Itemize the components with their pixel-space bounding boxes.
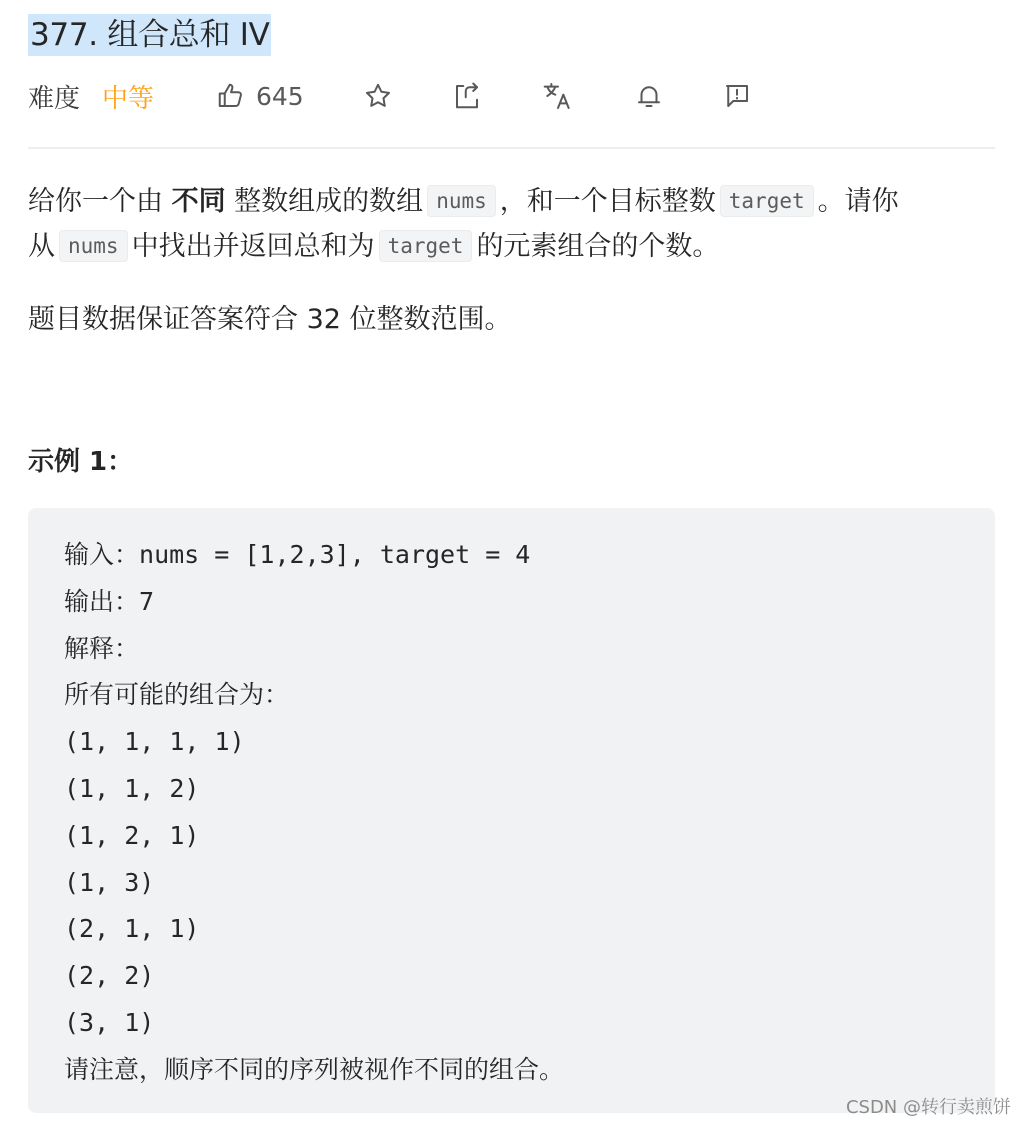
subscribe-button[interactable] — [634, 76, 664, 116]
code-target: target — [379, 230, 473, 262]
bell-icon — [634, 81, 664, 111]
description-line-1 — [28, 180, 998, 225]
like-button[interactable] — [216, 76, 304, 116]
share-icon — [452, 81, 482, 111]
text: 中找出并返回总和为 — [131, 231, 375, 262]
description-constraint: 题目数据保证答案符合 32 位整数范围。 — [28, 304, 512, 335]
example-block — [28, 508, 995, 1113]
translate-icon — [542, 80, 574, 112]
output-value: 7 — [139, 586, 155, 616]
divider — [28, 147, 995, 149]
difficulty — [28, 76, 154, 116]
input-label: 输入： — [64, 540, 140, 569]
example-heading: 示例 1： — [28, 447, 134, 477]
share-button[interactable] — [452, 76, 482, 116]
combination-line: (1, 1, 1, 1) — [64, 727, 245, 757]
difficulty-label: 难度 — [28, 83, 81, 114]
text: 给你一个由 — [28, 186, 172, 217]
problem-meta-row — [28, 76, 998, 116]
description-line-2 — [28, 225, 998, 270]
explain-intro: 所有可能的组合为： — [64, 680, 290, 710]
problem-description — [28, 180, 998, 270]
text: 整数组成的数组 — [225, 186, 424, 217]
feedback-button[interactable] — [722, 76, 752, 116]
combination-line: (1, 1, 2) — [64, 773, 200, 803]
like-count: 645 — [256, 81, 304, 111]
example-note: 请注意，顺序不同的序列被视作不同的组合。 — [64, 1054, 565, 1084]
text: 从 — [28, 231, 55, 262]
combination-line: (3, 1) — [64, 1007, 155, 1037]
text: ，和一个目标整数 — [499, 186, 716, 217]
combination-line: (1, 3) — [64, 867, 155, 897]
text: 。请你 — [817, 186, 899, 217]
explain-label: 解释： — [64, 633, 140, 663]
code-nums: nums — [59, 230, 128, 262]
combination-line: (2, 1, 1) — [64, 914, 200, 944]
star-icon — [363, 81, 393, 111]
feedback-icon — [722, 81, 752, 111]
output-label: 输出： — [64, 586, 140, 616]
example-input-line — [64, 532, 564, 579]
watermark: CSDN @转行卖煎饼 — [845, 1097, 1011, 1118]
combination-line: (1, 2, 1) — [64, 820, 200, 850]
text: 的元素组合的个数。 — [476, 231, 720, 262]
code-nums: nums — [427, 185, 496, 217]
combination-line: (2, 2) — [64, 961, 155, 991]
code-target: target — [720, 185, 814, 217]
problem-title-wrap — [28, 14, 271, 56]
example-output-line — [64, 579, 564, 626]
thumbs-up-icon — [216, 81, 246, 111]
difficulty-value: 中等 — [102, 83, 155, 114]
emphasis-distinct: 不同 — [171, 186, 226, 217]
favorite-button[interactable] — [363, 76, 393, 116]
problem-title: 377. 组合总和 IV — [28, 14, 271, 56]
translate-button[interactable] — [542, 76, 574, 116]
input-value: nums = [1,2,3], target = 4 — [139, 540, 531, 569]
